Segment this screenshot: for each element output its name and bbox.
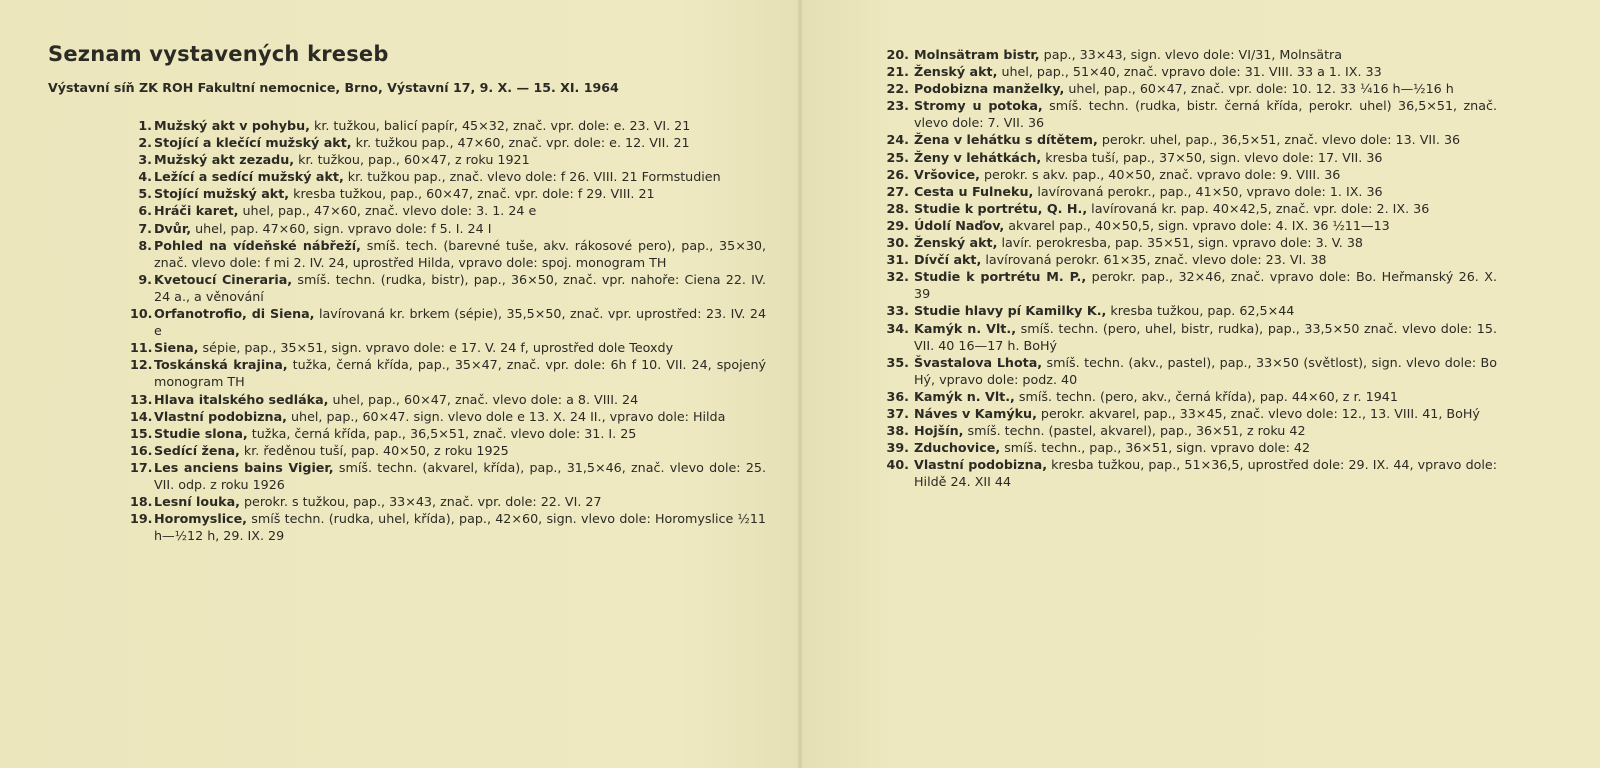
item-number: 28. xyxy=(886,200,909,216)
item-title: Studie k portrétu, Q. H., xyxy=(914,200,1088,216)
item-description: kresba tužkou, pap., 51×36,5, uprostřed dole: 29. IX. 44, vpravo dole: Hildě 24. XII 44 xyxy=(914,457,1497,490)
item-description: perokr. s akv. pap., 40×50, znač. vpravo dole: 9. VIII. 36 xyxy=(979,166,1341,182)
item-description: uhel, pap. 47×60, sign. vpravo dole: f 5. I. 24 I xyxy=(191,220,492,236)
item-description: smíš. techn. (akv., pastel), pap., 33×50 (světlost), sign. vlevo dole: Bo Hý, vpravo dole: podz. 40 xyxy=(914,354,1497,387)
list-item xyxy=(130,339,766,356)
item-number: 12. xyxy=(130,357,153,373)
list-item xyxy=(883,268,1497,302)
drawing-list-right xyxy=(883,46,1497,490)
item-number: 32. xyxy=(886,269,909,285)
item-number: 34. xyxy=(886,320,909,336)
list-item xyxy=(883,80,1497,97)
list-item xyxy=(883,405,1497,422)
item-title: Ženský akt, xyxy=(914,235,998,251)
list-item xyxy=(883,63,1497,80)
item-description: perokr. akvarel, pap., 33×45, znač. vlevo dole: 12., 13. VIII. 41, BoHý xyxy=(1036,405,1480,421)
item-number: 25. xyxy=(886,149,909,165)
item-number: 6. xyxy=(138,203,152,219)
list-item xyxy=(883,46,1497,63)
item-title: Zduchovice, xyxy=(914,440,1001,456)
item-title: Náves v Kamýku, xyxy=(914,405,1037,421)
item-title: Studie slona, xyxy=(154,425,248,441)
item-number: 8. xyxy=(138,237,152,253)
item-title: Hráči karet, xyxy=(154,203,239,219)
item-number: 31. xyxy=(886,252,909,268)
item-title: Stojící mužský akt, xyxy=(154,186,290,202)
item-title: Vlastní podobizna, xyxy=(914,457,1048,473)
page-fold xyxy=(797,0,803,768)
item-number: 36. xyxy=(886,388,909,404)
item-description: uhel, pap., 60×47, znač. vlevo dole: a 8. VIII. 24 xyxy=(328,391,639,407)
list-item xyxy=(130,442,766,459)
item-description: smíš techn. (rudka, uhel, křída), pap., 42×60, sign. vlevo dole: Horomyslice ½11 h—½12 h, 29. IX. 29 xyxy=(154,511,766,544)
item-description: kr. tužkou pap., 47×60, znač. vpr. dole: e. 12. VII. 21 xyxy=(351,135,690,151)
item-title: Kamýk n. Vlt., xyxy=(914,388,1015,404)
list-item xyxy=(883,149,1497,166)
list-item xyxy=(130,425,766,442)
item-description: pap., 33×43, sign. vlevo dole: VI/31, Molnsätra xyxy=(1039,47,1343,62)
item-description: uhel, pap., 47×60, znač. vlevo dole: 3. 1. 24 e xyxy=(238,203,537,219)
item-number: 23. xyxy=(886,98,909,114)
item-description: smíš. techn. (rudka, bistr. černá křída, perokr. uhel) 36,5×51, znač. vlevo dole: 7. VII. 36 xyxy=(914,98,1497,131)
item-number: 33. xyxy=(886,303,909,319)
item-description: lavír. perokresba, pap. 35×51, sign. vpravo dole: 3. V. 38 xyxy=(997,235,1363,251)
item-description: kresba tužkou, pap., 60×47, znač. vpr. dole: f 29. VIII. 21 xyxy=(289,186,655,202)
list-item xyxy=(883,456,1497,490)
item-number: 37. xyxy=(886,405,909,421)
item-description: lavírovaná perokr. 61×35, znač. vlevo dole: 23. VI. 38 xyxy=(981,252,1327,268)
item-title: Dívčí akt, xyxy=(914,252,982,268)
list-item xyxy=(130,391,766,408)
item-title: Dvůr, xyxy=(154,220,192,236)
item-number: 38. xyxy=(886,423,909,439)
item-number: 14. xyxy=(130,408,153,424)
item-title: Molnsätram bistr, xyxy=(914,47,1040,62)
item-description: perokr. pap., 32×46, znač. vpravo dole: Bo. Heřmanský 26. X. 39 xyxy=(914,269,1498,302)
list-item xyxy=(883,183,1497,200)
item-description: kr. tužkou, pap., 60×47, z roku 1921 xyxy=(294,152,530,168)
list-item xyxy=(130,408,766,425)
item-number: 22. xyxy=(886,81,909,97)
list-item xyxy=(130,510,766,544)
list-item xyxy=(883,200,1497,217)
list-item xyxy=(130,168,766,185)
item-title: Studie hlavy pí Kamilky K., xyxy=(914,303,1107,319)
list-item xyxy=(130,117,766,134)
item-number: 39. xyxy=(886,440,909,456)
item-title: Hlava italského sedláka, xyxy=(154,391,329,407)
item-number: 4. xyxy=(138,169,152,185)
item-title: Údolí Naďov, xyxy=(914,217,1005,233)
list-item xyxy=(130,493,766,510)
item-title: Orfanotrofio, di Siena, xyxy=(154,306,315,322)
item-title: Toskánská krajina, xyxy=(154,357,288,373)
list-item xyxy=(130,356,766,390)
item-title: Lesní louka, xyxy=(154,494,240,510)
item-title: Žena v lehátku s dítětem, xyxy=(914,132,1098,148)
item-number: 35. xyxy=(886,354,909,370)
item-title: Sedící žena, xyxy=(154,442,240,458)
item-title: Vršovice, xyxy=(914,166,980,182)
item-title: Ležící a sedící mužský akt, xyxy=(154,169,344,185)
item-description: kresba tužkou, pap. 62,5×44 xyxy=(1106,303,1295,319)
item-number: 13. xyxy=(130,391,153,407)
item-number: 21. xyxy=(886,64,909,80)
item-title: Stojící a klečící mužský akt, xyxy=(154,135,352,151)
item-number: 7. xyxy=(138,220,152,236)
list-item xyxy=(130,185,766,202)
item-title: Ženy v lehátkách, xyxy=(914,149,1042,165)
list-item xyxy=(883,354,1497,388)
item-title: Stromy u potoka, xyxy=(914,98,1043,114)
item-title: Les anciens bains Vigier, xyxy=(154,459,334,475)
list-item xyxy=(130,151,766,168)
item-number: 15. xyxy=(130,425,153,441)
item-description: kr. ředěnou tuší, pap. 40×50, z roku 1925 xyxy=(239,442,509,458)
item-title: Mužský akt zezadu, xyxy=(154,152,295,168)
list-item xyxy=(130,305,766,339)
list-item xyxy=(883,131,1497,148)
item-description: akvarel pap., 40×50,5, sign. vpravo dole: 4. IX. 36 ½11—13 xyxy=(1004,217,1390,233)
item-description: smíš. techn. (akvarel, křída), pap., 31,5×46, znač. vlevo dole: 25. VII. odp. z roku 1926 xyxy=(154,459,766,492)
item-description: lavírovaná kr. pap. 40×42,5, znač. vpr. dole: 2. IX. 36 xyxy=(1087,200,1430,216)
item-number: 19. xyxy=(130,511,153,527)
item-number: 18. xyxy=(130,494,153,510)
list-item xyxy=(883,422,1497,439)
item-number: 5. xyxy=(138,186,152,202)
item-number: 40. xyxy=(886,457,909,473)
item-description: kresba tuší, pap., 37×50, sign. vlevo dole: 17. VII. 36 xyxy=(1041,149,1383,165)
item-description: smíš. techn. (pero, akv., černá křída), pap. 44×60, z r. 1941 xyxy=(1014,388,1398,404)
item-number: 30. xyxy=(886,235,909,251)
item-description: smíš. techn. (pastel, akvarel), pap., 36×51, z roku 42 xyxy=(963,423,1306,439)
list-item xyxy=(883,217,1497,234)
item-number: 27. xyxy=(886,183,909,199)
item-number: 3. xyxy=(138,152,152,168)
page-title: Seznam vystavených kreseb xyxy=(48,42,389,66)
exhibition-venue: Výstavní síň ZK ROH Fakultní nemocnice, Brno, Výstavní 17, 9. X. — 15. XI. 1964 xyxy=(48,80,619,95)
item-number: 11. xyxy=(130,340,153,356)
list-item xyxy=(883,97,1497,131)
item-description: perokr. uhel, pap., 36,5×51, znač. vlevo dole: 13. VII. 36 xyxy=(1097,132,1461,148)
item-title: Hojšín, xyxy=(914,423,964,439)
item-description: kr. tužkou pap., znač. vlevo dole: f 26. VIII. 21 Formstudien xyxy=(343,169,721,185)
item-number: 1. xyxy=(138,118,152,133)
item-title: Švastalova Lhota, xyxy=(914,354,1043,370)
list-item xyxy=(130,237,766,271)
list-item xyxy=(883,251,1497,268)
item-title: Siena, xyxy=(154,340,199,356)
list-item xyxy=(883,388,1497,405)
item-number: 2. xyxy=(138,135,152,151)
list-item xyxy=(883,234,1497,251)
item-title: Ženský akt, xyxy=(914,64,998,80)
item-description: smíš. techn. (pero, uhel, bistr, rudka), pap., 33,5×50 znač. vlevo dole: 15. VII. 40 16—17 h. BoHý xyxy=(914,320,1497,353)
item-description: uhel, pap., 51×40, znač. vpravo dole: 31. VIII. 33 a 1. IX. 33 xyxy=(997,64,1382,80)
list-item xyxy=(130,271,766,305)
item-description: perokr. s tužkou, pap., 33×43, znač. vpr. dole: 22. VI. 27 xyxy=(239,494,602,510)
item-description: smíš. techn. (rudka, bistr), pap., 36×50, znač. vpr. nahoře: Ciena 22. IV. 24 a., a věnování xyxy=(154,271,766,304)
item-title: Vlastní podobizna, xyxy=(154,408,287,424)
item-title: Kvetoucí Cineraria, xyxy=(154,271,293,287)
item-title: Kamýk n. Vlt., xyxy=(914,320,1017,336)
list-item xyxy=(883,302,1497,319)
item-number: 26. xyxy=(886,166,909,182)
item-title: Podobizna manželky, xyxy=(914,81,1065,97)
item-description: kr. tužkou, balicí papír, 45×32, znač. vpr. dole: e. 23. VI. 21 xyxy=(309,118,691,133)
item-number: 10. xyxy=(130,306,153,322)
item-number: 20. xyxy=(886,47,909,62)
item-description: sépie, pap., 35×51, sign. vpravo dole: e 17. V. 24 f, uprostřed dole Teoxdy xyxy=(198,340,674,356)
item-description: lavírovaná kr. brkem (sépie), 35,5×50, znač. vpr. uprostřed: 23. IV. 24 e xyxy=(154,306,767,339)
item-description: tužka, černá křída, pap., 36,5×51, znač. vlevo dole: 31. I. 25 xyxy=(247,425,637,441)
item-number: 24. xyxy=(886,132,909,148)
item-title: Mužský akt v pohybu, xyxy=(154,118,310,133)
item-title: Cesta u Fulneku, xyxy=(914,183,1034,199)
item-description: lavírovaná perokr., pap., 41×50, vpravo dole: 1. IX. 36 xyxy=(1033,183,1383,199)
item-title: Studie k portrétu M. P., xyxy=(914,269,1087,285)
item-description: smíš. techn., pap., 36×51, sign. vpravo dole: 42 xyxy=(1000,440,1311,456)
drawing-list-left xyxy=(130,117,766,544)
item-number: 29. xyxy=(886,217,909,233)
item-description: tužka, černá křída, pap., 35×47, znač. vpr. dole: 6h f 10. VII. 24, spojený monogram TH xyxy=(154,357,767,390)
item-description: smíš. tech. (barevné tuše, akv. rákosové pero), pap., 35×30, znač. vlevo dole: f mi 2. IV. 24, uprostřed Hilda, vpravo dole: spoj. monogram TH xyxy=(154,237,766,270)
list-item xyxy=(130,202,766,219)
item-number: 16. xyxy=(130,442,153,458)
list-item xyxy=(883,320,1497,354)
item-number: 17. xyxy=(130,459,153,475)
item-title: Horomyslice, xyxy=(154,511,247,527)
item-description: uhel, pap., 60×47. sign. vlevo dole e 13. X. 24 II., vpravo dole: Hilda xyxy=(286,408,726,424)
list-item xyxy=(130,134,766,151)
right-page xyxy=(800,0,1600,768)
item-number: 9. xyxy=(138,271,152,287)
list-item xyxy=(130,220,766,237)
list-item xyxy=(883,439,1497,456)
item-title: Pohled na vídeňské nábřeží, xyxy=(154,237,361,253)
item-description: uhel, pap., 60×47, znač. vpr. dole: 10. 12. 33 ¼16 h—½16 h xyxy=(1064,81,1454,97)
list-item xyxy=(883,166,1497,183)
list-item xyxy=(130,459,766,493)
